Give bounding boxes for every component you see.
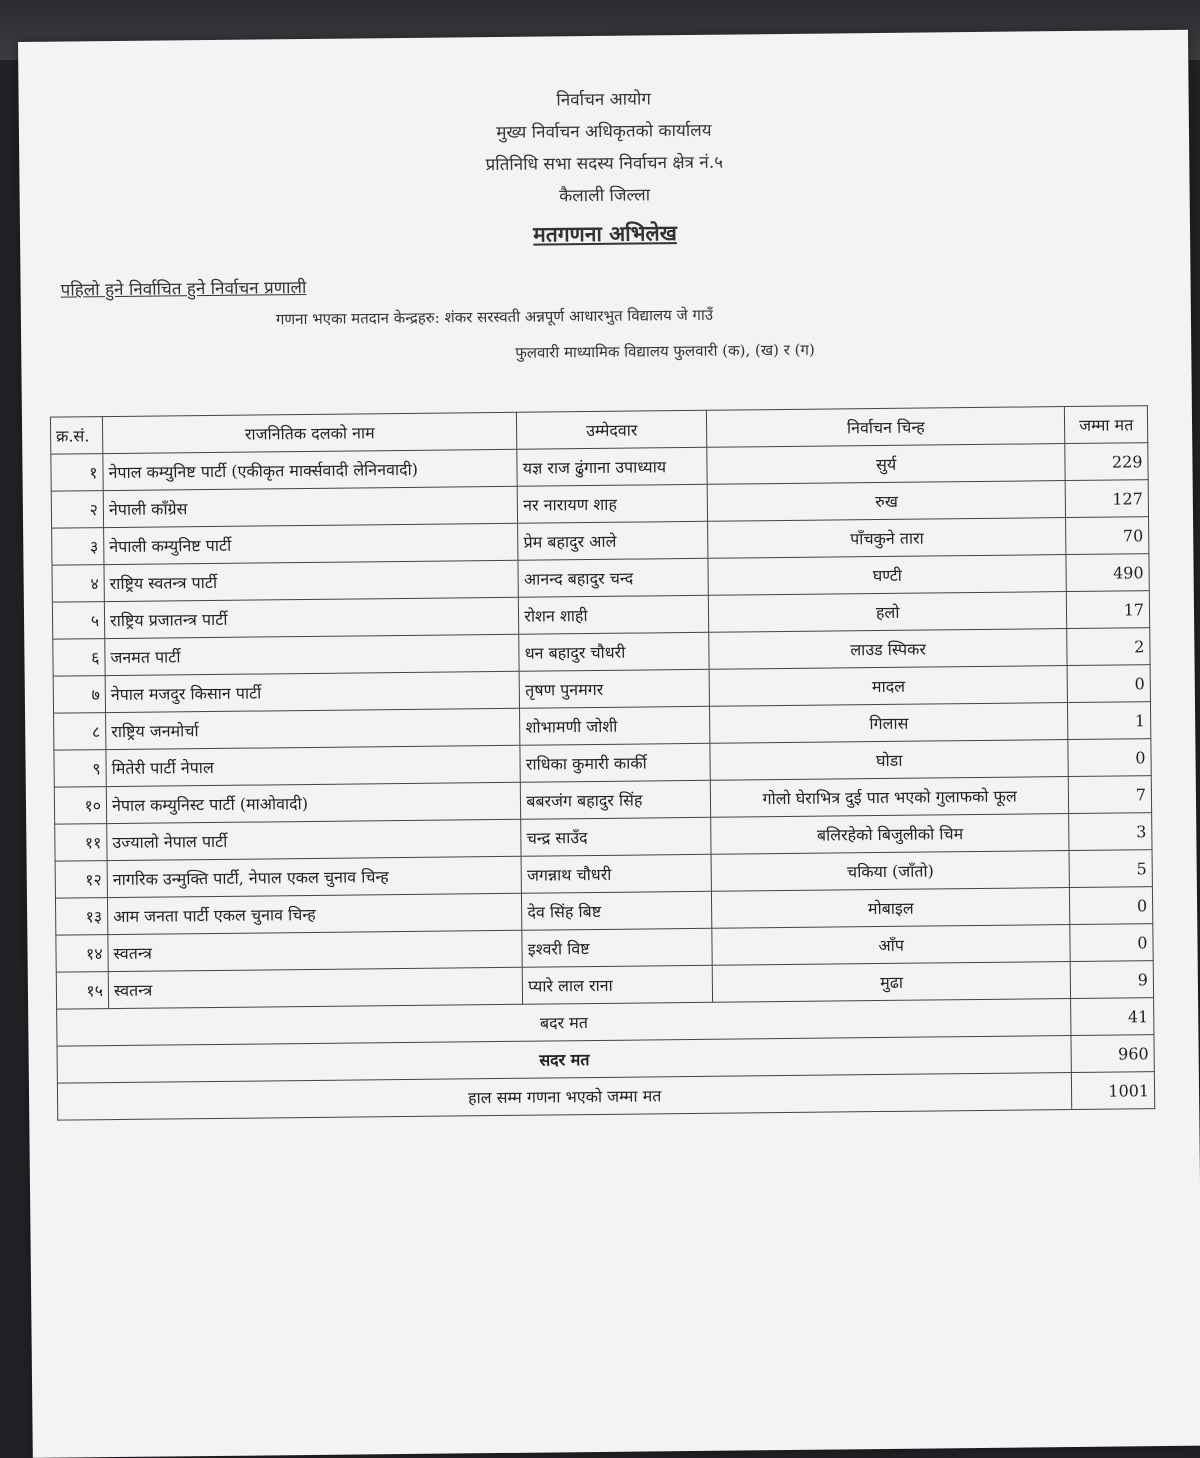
row-sn: ११ [55,824,107,862]
row-party-name: मितेरी पार्टी नेपाल [106,745,521,786]
row-sn: ८ [54,713,106,751]
row-votes: 5 [1069,850,1152,888]
row-votes: 0 [1070,887,1153,925]
row-votes: 0 [1068,739,1151,777]
row-sn: १३ [55,898,107,936]
row-candidate: इश्वरी विष्ट [522,928,712,967]
row-symbol: लाउड स्पिकर [709,629,1068,670]
row-candidate: राधिका कुमारी कार्की [520,743,710,782]
row-candidate: चन्द्र साउँद [521,817,711,856]
header-symbol: निर्वाचन चिन्ह [707,407,1066,448]
row-candidate: तृषण पुनमगर [519,669,709,708]
row-candidate: प्यारे लाल राना [523,965,713,1004]
row-symbol: घण्टी [708,555,1067,596]
row-sn: १५ [56,972,108,1010]
row-candidate: आनन्द बहादुर चन्द [518,558,708,597]
row-sn: १२ [55,861,107,899]
electoral-system-label: पहिलो हुने निर्वाचित हुने निर्वाचन प्रणाली [60,277,307,301]
row-symbol: सुर्य [707,444,1066,485]
row-candidate: बबरजंग बहादुर सिंह [521,780,711,819]
header-commission: निर्वाचन आयोग [556,89,652,111]
row-party-name: जनमत पार्टी [105,634,520,675]
row-sn: ६ [53,639,105,677]
document-sheet [18,30,1200,1458]
row-symbol: घोडा [710,740,1069,781]
header-sn: क्र.सं. [50,417,102,455]
row-sn: ५ [52,602,104,640]
row-candidate: धन बहादुर चौधरी [519,632,709,671]
row-votes: 17 [1067,591,1150,629]
vote-count-table [50,405,1155,1120]
row-party-name: नागरिक उन्मुक्ति पार्टी, नेपाल एकल चुनाव चिन्ह [107,856,522,897]
row-votes: 490 [1066,554,1149,592]
row-votes: 7 [1069,776,1152,814]
document-title: मतगणना अभिलेख [533,220,677,247]
row-votes: 229 [1065,443,1148,481]
header-district: कैलाली जिल्ला [559,185,651,207]
row-votes: 0 [1070,924,1153,962]
row-party-name: आम जनता पार्टी एकल चुनाव चिन्ह [107,893,522,934]
header-office: मुख्य निर्वाचन अधिकृतको कार्यालय [496,120,712,143]
header-constituency: प्रतिनिधि सभा सदस्य निर्वाचन क्षेत्र नं.५ [485,152,724,176]
row-symbol: चकिया (जाँतो) [711,851,1070,892]
row-votes: 2 [1067,628,1150,666]
invalid-votes-label: बदर मत [57,999,1072,1047]
row-party-name: नेपाल कम्युनिस्ट पार्टी (माओवादी) [106,782,521,823]
row-party-name: स्वतन्त्र [108,930,523,971]
row-party-name: राष्ट्रिय स्वतन्त्र पार्टी [104,560,519,601]
row-party-name: नेपाली काँग्रेस [103,486,518,527]
row-party-name: उज्यालो नेपाल पार्टी [107,819,522,860]
row-symbol: मोबाइल [712,888,1071,929]
row-sn: १० [54,787,106,825]
row-candidate: रोशन शाही [519,595,709,634]
row-candidate: नर नारायण शाह [518,484,708,523]
polling-centers-line1: गणना भएका मतदान केन्द्रहरु: शंकर सरस्वती अन्नपूर्ण आधारभुत विद्यालय जे गाउँ [275,305,714,329]
row-symbol: रुख [707,481,1066,522]
header-party: राजनितिक दलको नाम [102,412,517,453]
row-symbol: मादल [709,666,1068,707]
row-party-name: नेपाल कम्युनिष्ट पार्टी (एकीकृत मार्क्सवादी लेनिनवादी) [103,449,518,490]
header-candidate: उम्मेदवार [517,410,707,449]
header-votes: जम्मा मत [1065,406,1148,444]
row-symbol: हलो [708,592,1067,633]
total-votes-label: हाल सम्म गणना भएको जम्मा मत [57,1073,1072,1121]
row-party-name: स्वतन्त्र [108,967,523,1008]
row-candidate: शोभामणी जोशी [520,706,710,745]
document-header [19,78,1191,254]
row-party-name: नेपाल मजदुर किसान पार्टी [105,671,520,712]
row-votes: 9 [1070,961,1153,999]
row-candidate: प्रेम बहादुर आले [518,521,708,560]
row-sn: ४ [52,565,104,603]
total-votes-value: 1001 [1072,1072,1155,1110]
row-sn: २ [51,491,103,529]
row-symbol: आँप [712,925,1071,966]
row-sn: ३ [52,528,104,566]
row-symbol: बलिरहेको बिजुलीको चिम [711,814,1070,855]
row-sn: १४ [56,935,108,973]
table-body [51,443,1154,1009]
row-votes: 0 [1067,665,1150,703]
row-party-name: राष्ट्रिय प्रजातन्त्र पार्टी [104,597,519,638]
row-symbol: गिलास [710,703,1069,744]
table-summary [57,998,1155,1120]
valid-votes-value: 960 [1071,1035,1154,1073]
row-party-name: राष्ट्रिय जनमोर्चा [106,708,521,749]
row-candidate: यज्ञ राज ढुंगाना उपाध्याय [517,447,707,486]
valid-votes-label: सदर मत [57,1036,1072,1084]
row-votes: 3 [1069,813,1152,851]
row-votes: 1 [1068,702,1151,740]
invalid-votes-value: 41 [1071,998,1154,1036]
row-symbol: पाँचकुने तारा [708,518,1067,559]
row-symbol: गोलो घेराभित्र दुई पात भएको गुलाफको फूल [710,777,1069,818]
row-sn: ७ [53,676,105,714]
row-votes: 127 [1065,480,1148,518]
row-party-name: नेपाली कम्युनिष्ट पार्टी [104,523,519,564]
row-sn: १ [51,454,103,492]
row-sn: ९ [54,750,106,788]
row-candidate: जगन्नाथ चौधरी [521,854,711,893]
row-symbol: मुढा [712,962,1071,1003]
row-votes: 70 [1066,517,1149,555]
row-candidate: देव सिंह बिष्ट [522,891,712,930]
polling-centers-line2: फुलवारी माध्यामिक विद्यालय फुलवारी (क), (ख) र (ग) [515,340,815,362]
